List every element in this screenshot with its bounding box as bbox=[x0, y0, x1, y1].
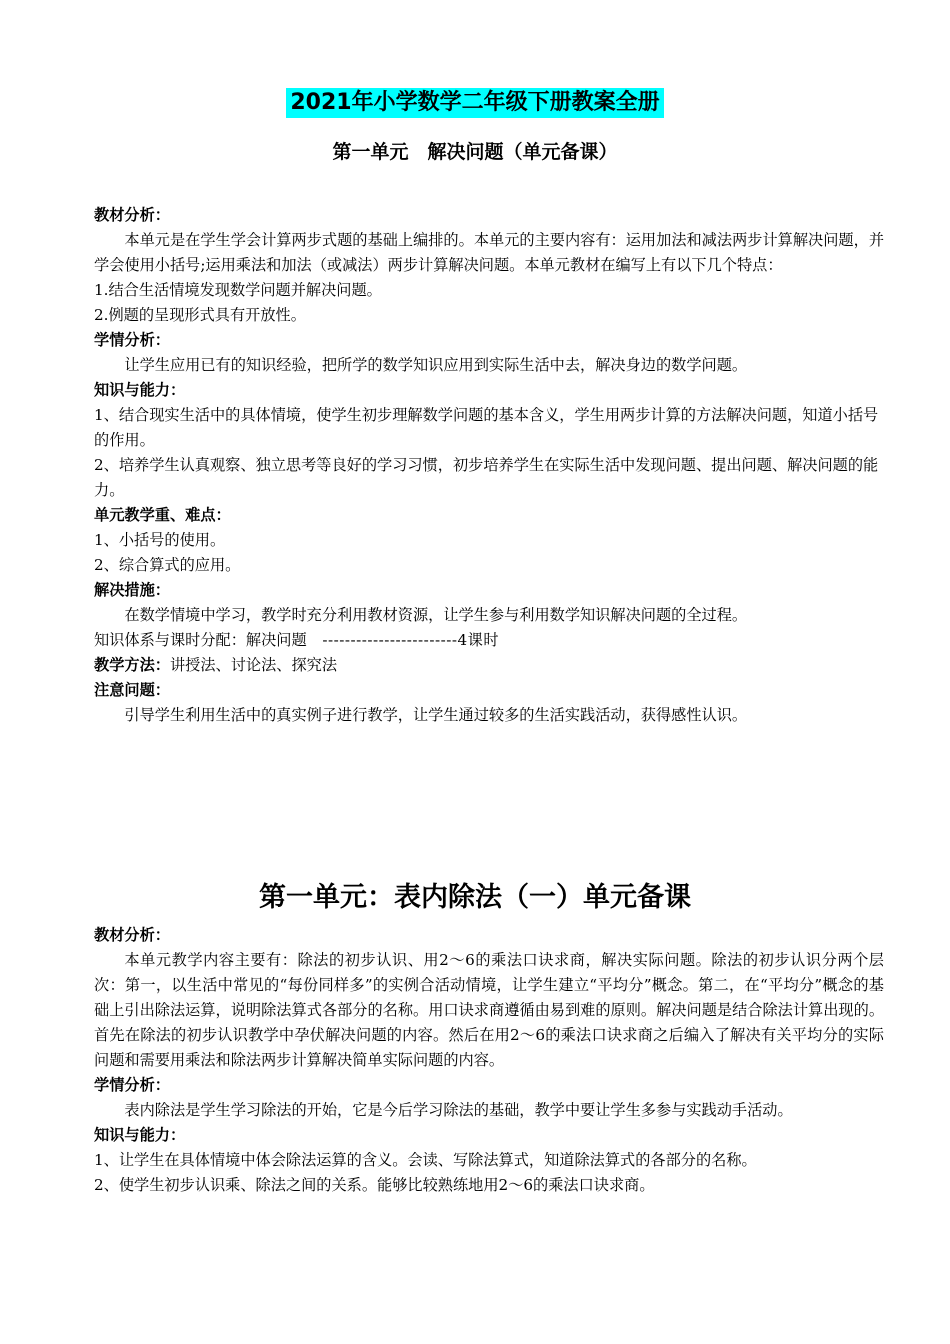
paragraph-material-analysis: 本单元是在学生学会计算两步式题的基础上编排的。本单元的主要内容有：运用加法和减法两步计算解决问题，并学会使用小括号;运用乘法和加法（或减法）两步计算解决问题。本单元教材在编写上有以下几个特点： bbox=[94, 231, 884, 274]
paragraph-learner-analysis: 表内除法是学生学习除法的开始，它是今后学习除法的基础，教学中要让学生多参与实践动手活动。 bbox=[124, 1101, 793, 1119]
paragraph-notes: 引导学生利用生活中的真实例子进行教学，让学生通过较多的生活实践活动，获得感性认识。 bbox=[124, 706, 748, 724]
heading-material-analysis: 教材分析： bbox=[94, 926, 170, 944]
doc-title: 2021年小学数学二年级下册教案全册 bbox=[286, 88, 663, 118]
lesson-allocation-line bbox=[94, 628, 884, 653]
lesson-allocation-hours: ------------------------4课时 bbox=[306, 631, 500, 649]
heading-notes: 注意问题： bbox=[94, 681, 170, 699]
section-unit-division bbox=[94, 923, 884, 1198]
heading-learner-analysis: 学情分析： bbox=[94, 1076, 170, 1094]
list-item: 1、结合现实生活中的具体情境，使学生初步理解数学问题的基本含义，学生用两步计算的方法解决问题，知道小括号的作用。 bbox=[94, 406, 879, 449]
section-unit1-problem-solving bbox=[94, 203, 884, 728]
section-title: 第一单元 解决问题（单元备课） bbox=[332, 141, 618, 163]
paragraph-learner-analysis: 让学生应用已有的知识经验，把所学的数学知识应用到实际生活中去，解决身边的数学问题。 bbox=[124, 356, 748, 374]
list-item: 1、让学生在具体情境中体会除法运算的含义。会读、写除法算式，知道除法算式的各部分的名称。 bbox=[94, 1151, 757, 1169]
list-item: 2、使学生初步认识乘、除法之间的关系。能够比较熟练地用2～6的乘法口诀求商。 bbox=[94, 1176, 655, 1194]
heading-material-analysis: 教材分析： bbox=[94, 206, 170, 224]
list-item: 1、小括号的使用。 bbox=[94, 531, 226, 549]
heading-key-points: 单元教学重、难点： bbox=[94, 506, 231, 524]
paragraph-material-analysis: 本单元教学内容主要有：除法的初步认识、用2～6的乘法口诀求商，解决实际问题。除法的初步认识分两个层次：第一，以生活中常见的“每份同样多”的实例合活动情境，让学生建立“平均分”概念。第二，在“平均分”概念的基础上引出除法运算，说明除法算式各部分的名称。用口诀求商遵循由易到难的原则。解决问题是结合除法计算出现的。首先在除法的初步认识教学中孕伏解决问题的内容。然后在用2～6的乘法口诀求商之后编入了解决有关平均分的实际问题和需要用乘法和除法两步计算解决简单实际问题的内容。 bbox=[94, 951, 884, 1069]
paragraph-measures: 在数学情境中学习，教学时充分利用教材资源，让学生参与利用数学知识解决问题的全过程。 bbox=[124, 606, 748, 624]
teaching-methods-line bbox=[94, 653, 884, 678]
heading-learner-analysis: 学情分析： bbox=[94, 331, 170, 349]
doc-title-container bbox=[0, 88, 950, 118]
heading-knowledge-ability: 知识与能力： bbox=[94, 1126, 186, 1144]
list-item: 2.例题的呈现形式具有开放性。 bbox=[94, 306, 306, 324]
unit-title: 第一单元：表内除法（一）单元备课 bbox=[259, 882, 691, 913]
heading-knowledge-ability: 知识与能力： bbox=[94, 381, 186, 399]
list-item: 1.结合生活情境发现数学问题并解决问题。 bbox=[94, 281, 382, 299]
heading-teaching-methods: 教学方法： bbox=[94, 656, 170, 674]
list-item: 2、综合算式的应用。 bbox=[94, 556, 241, 574]
list-item: 2、培养学生认真观察、独立思考等良好的学习习惯，初步培养学生在实际生活中发现问题、提出问题、解决问题的能力。 bbox=[94, 456, 879, 499]
lesson-allocation-label: 知识体系与课时分配：解决问题 bbox=[94, 631, 307, 649]
heading-measures: 解决措施： bbox=[94, 581, 170, 599]
teaching-methods-value: 讲授法、讨论法、探究法 bbox=[169, 656, 337, 674]
